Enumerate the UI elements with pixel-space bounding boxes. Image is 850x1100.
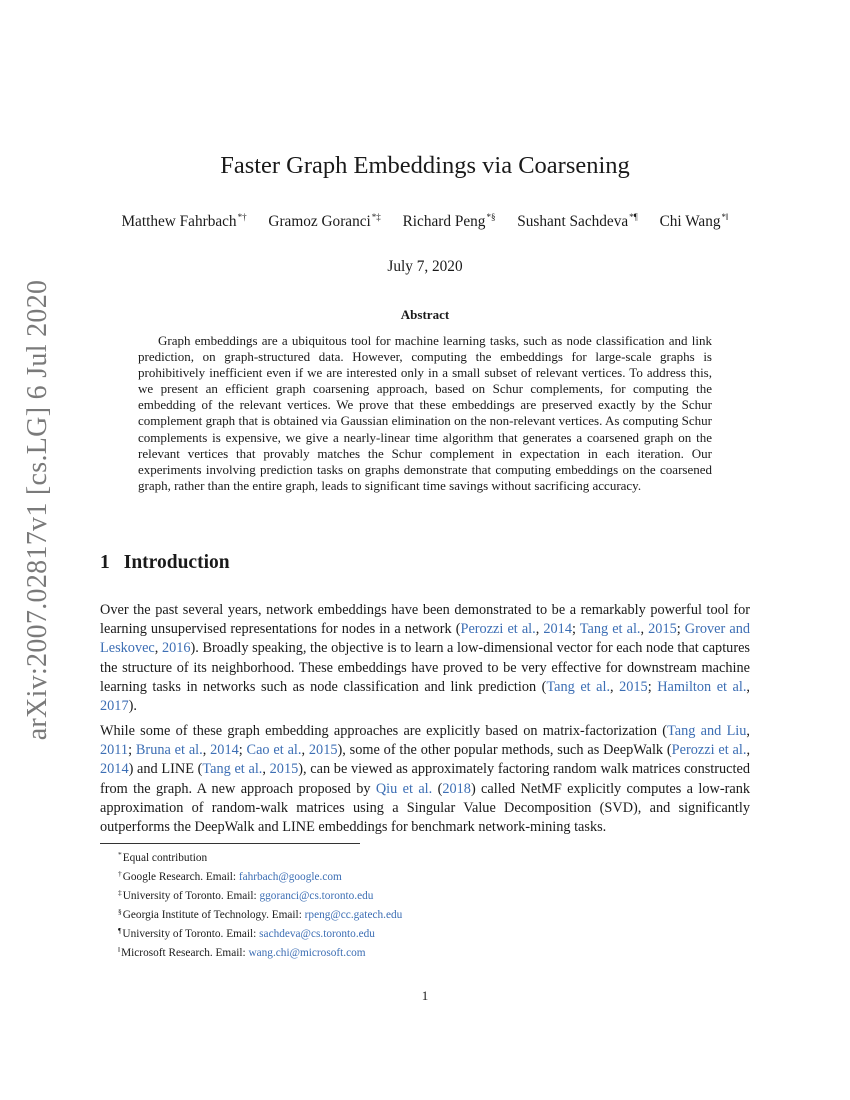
arxiv-sidebar [18,250,58,770]
email-link[interactable]: fahrbach@google.com [238,871,342,884]
citation-link[interactable]: Cao et al. [246,742,302,759]
author-5: Chi Wang*‖ [659,212,729,230]
paper-title: Faster Graph Embeddings via Coarsening [220,152,630,179]
citation-year-link[interactable]: 2014 [543,621,572,638]
paper-date: July 7, 2020 [387,258,463,275]
citation-link[interactable]: Tang et al. [202,761,263,778]
author-5-marks: *‖ [721,212,729,222]
citation-link[interactable]: Bruna et al. [135,742,203,759]
citation-link[interactable]: Perozzi et al. [671,742,747,759]
intro-paragraph-1: Over the past several years, network embeddings have been demonstrated to be a remarkably powerful tool for learning unsupervised representations for nodes in a network (Perozzi et al., 2014; Tang et al., 2015; Grover and Leskovec, 2016). Broadly speaking, the objective is to learn a low-dimensional vector for each node that captures the structure of its neighborhood. These embeddings have proved to be very effective for downstream machine learning tasks in networks such as node classification and link prediction (Tang et al., 2015; Hamilton et al., 2017). [100,602,750,715]
arxiv-identifier: arXiv:2007.02817v1 [cs.LG] 6 Jul 2020 [22,279,53,741]
page-number: 1 [421,988,429,1003]
footnote: *Equal contribution [118,850,208,864]
citation-year-link[interactable]: 2011 [100,742,129,759]
citation-year-link[interactable]: 2014 [210,742,239,759]
footnote: ¶University of Toronto. Email: sachdeva@cs.toronto.edu [118,926,375,941]
section-title: Introduction [123,552,230,573]
abstract-heading: Abstract [400,307,450,322]
citation-year-link[interactable]: 2017 [100,698,129,715]
citation-year-link[interactable]: 2015 [619,678,648,695]
email-link[interactable]: wang.chi@microsoft.com [248,947,366,960]
citation-link[interactable]: Perozzi et al. [460,621,536,638]
abstract-text: Graph embeddings are a ubiquitous tool for machine learning tasks, such as node classification and link prediction, on graph-structured data. However, computing the embeddings for large-scale graphs is prohibitively inefficient even if we are interested only in a small subset of relevant vertices. To address this, we present an efficient graph coarsening approach, based on Schur complements, for computing the embedding of the relevant vertices. We prove that these embeddings are preserved exactly by the Schur complement graph that is obtained via Gaussian elimination on the non-relevant vertices. As computing Schur complements is expensive, we give a nearly-linear time algorithm that generates a coarsened graph on the relevant vertices that provably matches the Schur complement in expectation in each iteration. Our experiments involving prediction tasks on graphs demonstrate that computing embeddings on the coarsened graph, rather than the entire graph, leads to significant time savings without sacrificing accuracy. [138,333,712,493]
author-4-marks: *¶ [629,212,638,222]
email-link[interactable]: sachdeva@cs.toronto.edu [259,928,375,941]
author-3: Richard Peng*§ [402,212,496,230]
footnote: †Google Research. Email: fahrbach@google.com [118,869,342,884]
citation-link[interactable]: Tang et al. [546,678,611,695]
author-list [0,212,850,231]
footnotes [118,847,402,962]
author-1: Matthew Fahrbach*† [121,212,247,230]
author-2-marks: *‡ [371,212,381,222]
citation-year-link[interactable]: 2015 [269,761,299,778]
intro-paragraph-2: While some of these graph embedding approaches are explicitly based on matrix-factorization (Tang and Liu, 2011; Bruna et al., 2014; Cao et al., 2015), some of the other popular methods, such as DeepWalk (Perozzi et al., 2014) and LINE (Tang et al., 2015), can be viewed as approximately factoring random walk matrices constructed from the graph. A new approach proposed by Qiu et al. (2018) called NetMF explicitly computes a low-rank approximation of random-walk matrices using a Singular Value Decomposition (SVD), and significantly outperforms the DeepWalk and LINE embeddings for benchmark network-mining tasks. [100,723,751,836]
author-3-marks: *§ [486,212,496,222]
footnote: §Georgia Institute of Technology. Email: rpeng@cc.gatech.edu [118,907,403,922]
citation-link[interactable]: Qiu et al. [375,780,433,797]
email-link[interactable]: ggoranci@cs.toronto.edu [259,890,374,903]
footnote-divider [100,843,360,844]
author-4: Sushant Sachdeva*¶ [517,212,638,230]
citation-link[interactable]: Hamilton et al. [657,678,747,695]
section-number: 1 [100,552,110,573]
citation-year-link[interactable]: 2015 [648,621,677,638]
author-1-marks: *† [237,212,247,222]
footnote: ‡University of Toronto. Email: ggoranci@cs.toronto.edu [118,888,374,903]
citation-link[interactable]: Grover and Leskovec [100,621,750,657]
citation-link[interactable]: Tang and Liu [667,723,747,739]
citation-year-link[interactable]: 2015 [308,742,338,759]
citation-year-link[interactable]: 2018 [442,780,471,797]
citation-year-link[interactable]: 2016 [161,640,191,657]
section-heading [100,552,230,574]
footnote: ‖Microsoft Research. Email: wang.chi@microsoft.com [118,945,366,960]
email-link[interactable]: rpeng@cc.gatech.edu [304,909,403,922]
author-2: Gramoz Goranci*‡ [268,212,381,230]
citation-year-link[interactable]: 2014 [100,761,129,778]
citation-link[interactable]: Tang et al. [579,621,641,638]
